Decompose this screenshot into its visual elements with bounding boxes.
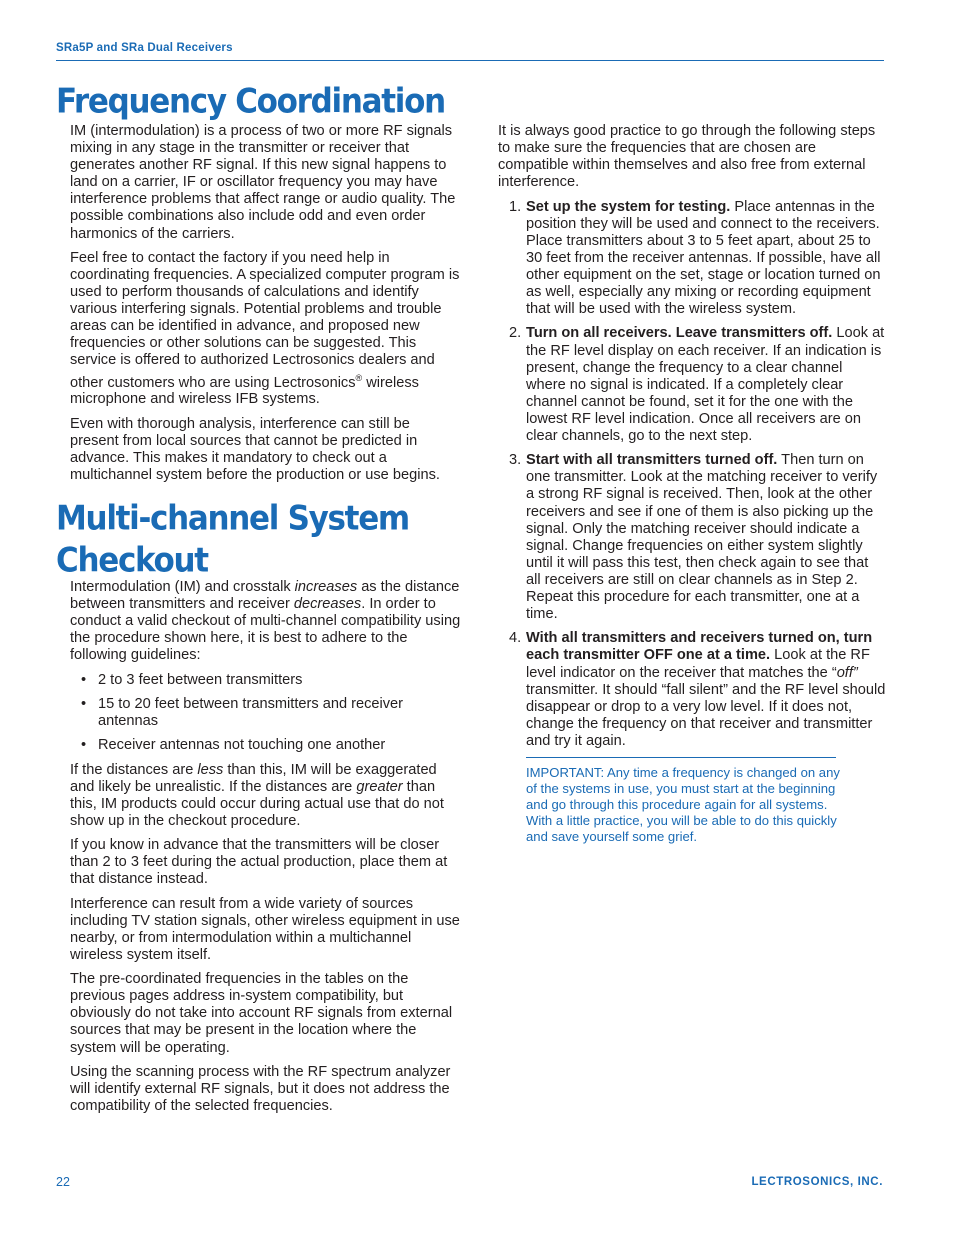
header-rule xyxy=(56,60,884,61)
section-title-multichannel-checkout xyxy=(56,498,409,582)
guidelines-list xyxy=(70,672,462,755)
company-name: LECTROSONICS, INC. xyxy=(751,1176,883,1188)
paragraph: IM (intermodulation) is a process of two or more RF signals mixing in any stage in the transmitter or receiver that generates another RF signal. If this new signal happens to land on a carrier, IF or oscillator frequency you may have interference problems that affect range or audio quality. The possible combinations also include odd and even order harmonics of the carriers. xyxy=(70,123,456,242)
paragraph: Even with thorough analysis, interference can still be present from local sources that cannot be predicted in advance. This makes it mandatory to check out a multichannel system before the production or use begins. xyxy=(70,415,440,484)
paragraph: Using the scanning process with the RF spectrum analyzer will identify external RF signals, but it does not address the compatibility of the selected frequencies. xyxy=(70,1063,451,1115)
registered-mark: ® xyxy=(355,372,363,383)
step-heading: Turn on all receivers. Leave transmitters off. xyxy=(526,325,833,342)
step-number: 1. xyxy=(509,198,522,215)
paragraph: Feel free to contact the factory if you need help in coordinating frequencies. A specialized computer program is used to perform thousands of calculations and identify various interfering signals. Potential problems and trouble areas can be identified in advance, and proposed new frequencies or other solutions can be suggested. This service is offered to authorized Lectrosonics dealers and other customers who are using Lectrosonics® wireless microphone and wireless IFB systems. xyxy=(70,249,460,408)
right-column xyxy=(498,123,886,845)
page-number: 22 xyxy=(56,1175,70,1189)
step-number: 2. xyxy=(509,325,522,342)
paragraph: It is always good practice to go through the following steps to make sure the frequencies that are chosen are compatible within themselves and also free from external interference. xyxy=(498,123,876,191)
running-header: SRa5P and SRa Dual Receivers xyxy=(56,42,233,54)
step-heading: Start with all transmitters turned off. xyxy=(526,452,778,469)
important-note: IMPORTANT: Any time a frequency is changed on any of the systems in use, you must start at the beginning and go through this procedure again for all systems. With a little practice, you will be able to do this quickly and save yourself some grief. xyxy=(526,765,840,844)
paragraph: If you know in advance that the transmitters will be closer than 2 to 3 feet during the actual production, place them at that distance instead. xyxy=(70,837,448,888)
section-title-frequency-coordination: Frequency Coordination xyxy=(56,82,445,121)
step-heading: With all transmitters and receivers turned on, turn each transmitter OFF one at a time. xyxy=(526,630,873,664)
section-title-line: Multi-channel System xyxy=(56,499,409,538)
paragraph: Intermodulation (IM) and crosstalk increases as the distance between transmitters and receiver decreases. In order to conduct a valid checkout of multi-channel compatibility using the procedure shown here, it is best to adhere to the following guidelines: xyxy=(70,579,461,664)
step-item: 4. With all transmitters and receivers turned on, turn each transmitter OFF one at a time. Look at the RF level indicator on the receiver that matches the “off” transmitter. It should “fall silent” and the RF level should disappear or drop to a very low level. If it does not, change the frequency on that receiver and transmitter and try it again. xyxy=(509,630,886,749)
paragraph: If the distances are less than this, IM will be exaggerated and likely be unrealistic. If the distances are greater than this, IM products could occur during actual use that do not show up in the checkout procedure. xyxy=(70,761,444,829)
step-heading: Set up the system for testing. xyxy=(526,198,731,215)
paragraph: The pre-coordinated frequencies in the tables on the previous pages address in-system compatibility, but obviously do not take into account RF signals from external sources that may be present in the location where the system will be operating. xyxy=(70,971,453,1056)
checkout-steps xyxy=(498,199,886,750)
step-number: 3. xyxy=(509,452,522,469)
important-rule xyxy=(526,757,836,758)
left-column-bottom xyxy=(70,579,462,1122)
step-item: 1. Set up the system for testing. Place antennas in the position they will be used and connect to the receivers. Place transmitters about 3 to 5 feet apart, about 25 to 30 feet from the receiver antennas. If possible, have all other equipment on the set, stage or location turned on as well, especially any mixing or recording equipment that will be used with the wireless system. xyxy=(509,198,881,318)
step-number: 4. xyxy=(509,630,522,647)
left-column-top xyxy=(70,123,462,491)
section-title-line: Checkout xyxy=(56,541,208,581)
paragraph: Interference can result from a wide variety of sources including TV station signals, other wireless equipment in use nearby, or from intermodulation within a multichannel wireless system itself. xyxy=(70,895,460,963)
step-item: 3. Start with all transmitters turned off. Then turn on one transmitter. Look at the matching receiver to verify a strong RF signal is received. Then, look at the other receivers and see if one of them is also picking up the signal. Only the matching receiver should indicate a signal. Change frequencies on either system slightly until it will pass this test, then check again to see that all receivers are still on clear channels as in Step 2. Repeat this procedure for each transmitter, one at a time. xyxy=(509,452,878,623)
list-item: • 15 to 20 feet between transmitters and receiver antennas xyxy=(98,696,462,730)
step-item: 2. Turn on all receivers. Leave transmitters off. Look at the RF level display on each receiver. If an indication is present, change the frequency to a clear channel where no signal is indicated. If a completely clear channel cannot be found, set it for the one with the lowest RF level indication. Once all receivers are on clear channels, go to the next step. xyxy=(509,325,885,444)
list-item: • Receiver antennas not touching one another xyxy=(98,737,462,754)
list-item: • 2 to 3 feet between transmitters xyxy=(98,672,462,689)
